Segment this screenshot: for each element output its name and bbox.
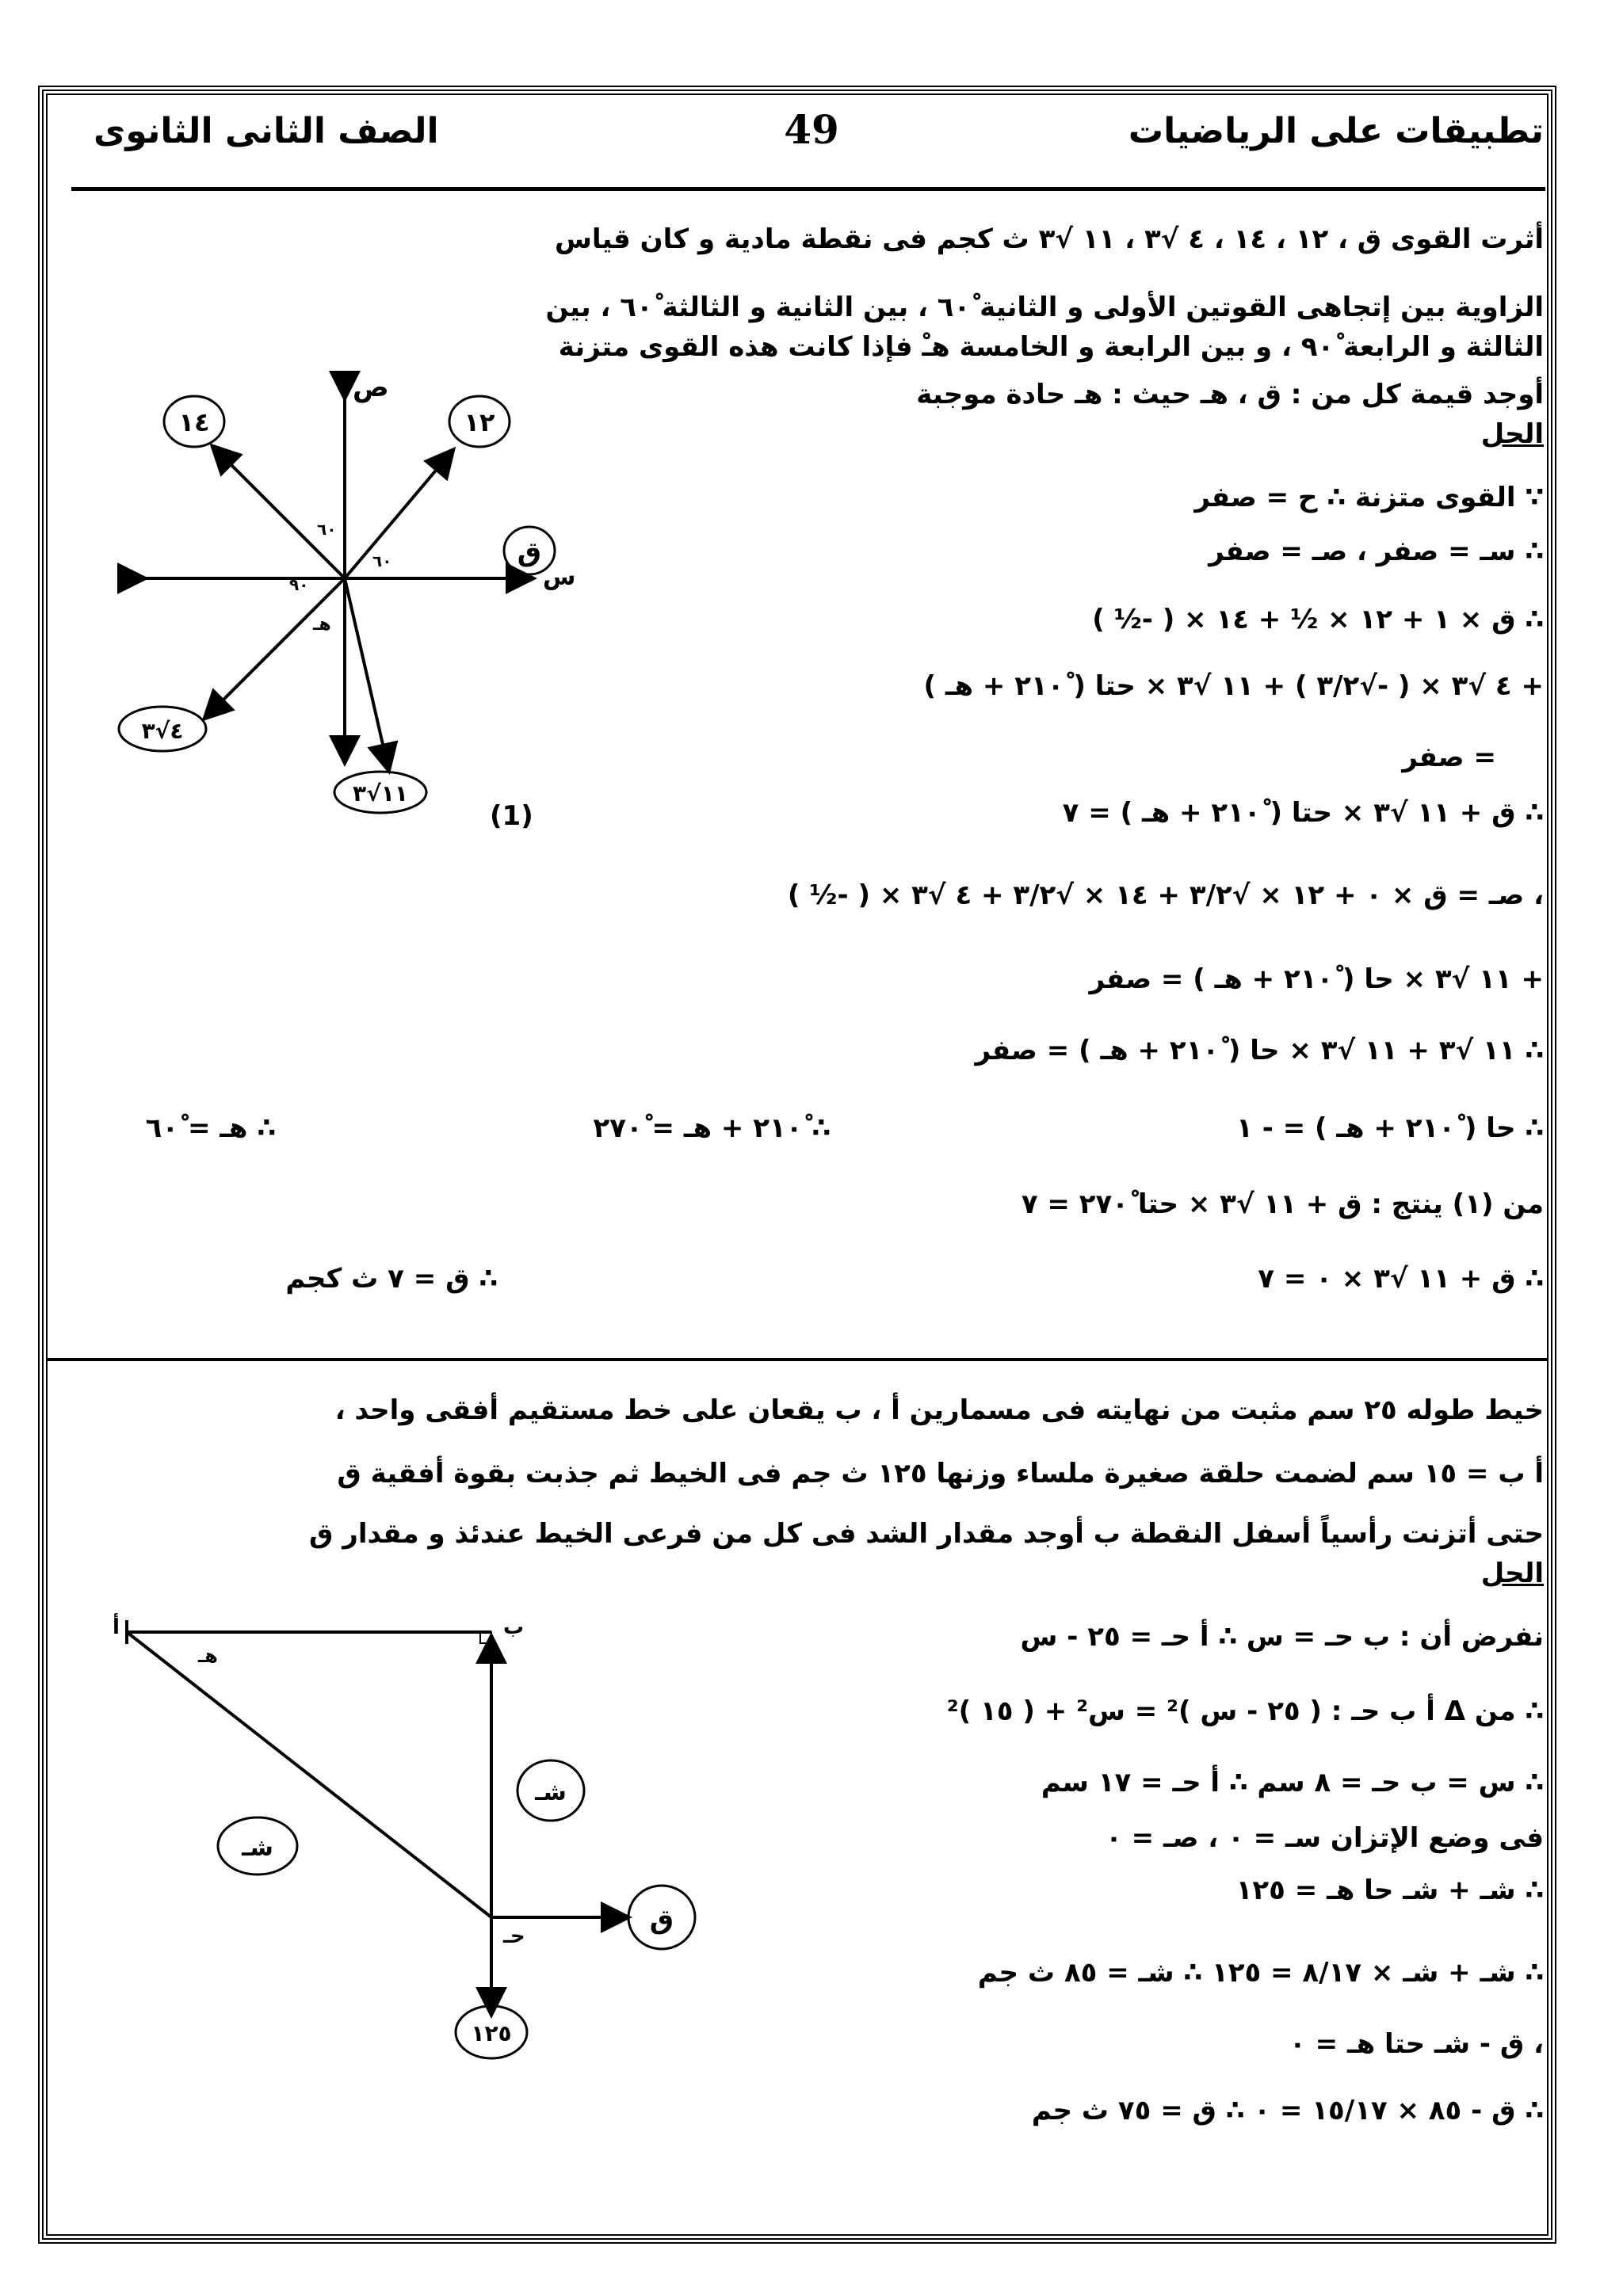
problem2-step: فى وضع الإتزان سـ = ٠ ، صـ = ٠ (1106, 1822, 1544, 1854)
label-a: أ (113, 1615, 120, 1639)
header-rule (71, 187, 1545, 191)
problem2-step: ∴ من Δ أ ب حـ : ( ٢٥ - س )² = س² + ( ١٥ )² (946, 1695, 1544, 1727)
problem1-line-1: أثرت القوى ق ، ١٢ ، ١٤ ، ٤ √٣ ، ١١ √٣ ث كجم فى نقطة مادية و كان قياس (554, 223, 1544, 255)
problem1-step: ∴ ق + ١١ √٣ × ٠ = ٧ (1258, 1263, 1544, 1295)
section-divider (46, 1358, 1549, 1361)
label-11root3: ١١√٣ (353, 780, 408, 807)
label-4root3: ٤√٣ (141, 718, 184, 744)
problem2-solution-label: الحل (1480, 1558, 1544, 1589)
problem2-string-diagram (103, 1616, 737, 2060)
problem2-line-1: خيط طوله ٢٥ سم مثبت من نهايته فى مسمارين أ ، ب يقعان على خط مستقيم أفقى واحد ، (334, 1394, 1544, 1426)
force-4root3-arrow (206, 578, 345, 717)
problem1-force-diagram (119, 372, 576, 816)
force-12-arrow (345, 452, 452, 578)
label-angle: هـ (198, 1645, 218, 1667)
label-weight: ١٢٥ (471, 2020, 512, 2046)
header-subject: تطبيقات على الرياضيات (1128, 111, 1544, 151)
label-b: ب (503, 1615, 525, 1639)
problem2-line-3: حتى أتزنت رأسياً أسفل النقطة ب أوجد مقدار الشد فى كل من فرعى الخيط عندئذ و مقدار ق (309, 1518, 1544, 1550)
problem1-step: ∵ القوى متزنة ∴ ح = صفر (1194, 482, 1544, 513)
problem2-step: ، ق - شـ حتا هـ = ٠ (1289, 2028, 1544, 2060)
problem1-solution-label: الحل (1480, 418, 1544, 450)
problem2-step: نفرض أن : ب حـ = س ∴ أ حـ = ٢٥ - س (1020, 1621, 1544, 1653)
label-t2: شـ (242, 1834, 273, 1862)
problem1-step: = صفر (1402, 742, 1496, 773)
problem1-step: ، صـ = ق × ٠ + ١٢ × √٣/٢ + ١٤ × √٣/٢ + ٤ √٣ × ( -½ ) (787, 879, 1544, 911)
problem1-step: ∴ ق + ١١ √٣ × حتا ( ٢١٠ْ + هـ ) = ٧ (1062, 797, 1544, 829)
header-page-number: 49 (784, 106, 839, 153)
problem2-step: ∴ شـ + شـ × ٨/١٧ = ١٢٥ ∴ شـ = ٨٥ ث جم (977, 1957, 1544, 1989)
problem1-step: ∴ ١١ √٣ + ١١ √٣ × حا ( ٢١٠ْ + هـ ) = صفر (975, 1035, 1544, 1066)
problem1-step: ∴ سـ = صفر ، صـ = صفر (1209, 536, 1544, 567)
force-11root3-arrow (345, 578, 388, 769)
problem1-step: ∴ هـ = ٦٠ْ (145, 1112, 276, 1144)
angle-label: ٦٠ (372, 551, 392, 570)
label-y: ص (353, 372, 389, 403)
angle-label: ٩٠ (289, 575, 309, 594)
problem1-step: من (١) ينتج : ق + ١١ √٣ × حتا ٢٧٠ْ = ٧ (1021, 1188, 1544, 1220)
problem1-step: ∴ حا ( ٢١٠ْ + هـ ) = - ١ (1236, 1112, 1544, 1144)
label-12: ١٢ (464, 407, 495, 437)
angle-label: ٦٠ (317, 520, 337, 539)
problem1-step: ∴ ق × ١ + ١٢ × ½ + ١٤ × ( -½ ) (1092, 604, 1544, 635)
right-angle-mark (480, 1632, 491, 1643)
problem1-step: ∴ ٢١٠ْ + هـ = ٢٧٠ْ (593, 1112, 831, 1144)
label-14: ١٤ (178, 407, 210, 437)
label-c: حـ (503, 1924, 525, 1948)
problem1-final-answer: ∴ ق = ٧ ث كجم (285, 1263, 498, 1295)
angle-label: هـ (313, 615, 331, 635)
problem1-step: + ٤ √٣ × ( -√٣/٢ ) + ١١ √٣ × حتا ( ٢١٠ْ + هـ ) (923, 670, 1544, 702)
problem2-step: ∴ شـ + شـ حا هـ = ١٢٥ (1235, 1875, 1544, 1906)
problem2-step: ∴ ق - ٨٥ × ١٥/١٧ = ٠ ∴ ق = ٧٥ ث جم (1031, 2095, 1544, 2126)
label-x: س (543, 563, 576, 591)
problem1-line-2: الزاوية بين إتجاهى القوتين الأولى و الثانية ٦٠ْ ، بين الثانية و الثالثة ٦٠ْ ، بين (545, 292, 1544, 323)
problem2-step: ∴ س = ب حـ = ٨ سم ∴ أ حـ = ١٧ سم (1041, 1767, 1544, 1798)
label-t1: شـ (535, 1779, 567, 1806)
label-q: ق (517, 536, 542, 568)
label-q2: ق (649, 1904, 674, 1936)
force-14-arrow (214, 448, 345, 578)
equation-tag: (1) (490, 800, 533, 832)
problem1-line-3: الثالثة و الرابعة ٩٠ْ ، و بين الرابعة و الخامسة هـْ فإذا كانت هذه القوى متزنة (558, 331, 1544, 363)
problem1-step: + ١١ √٣ × حا ( ٢١٠ْ + هـ ) = صفر (1089, 963, 1544, 995)
problem2-line-2: أ ب = ١٥ سم لضمت حلقة صغيرة ملساء وزنها ١٢٥ ث جم فى الخيط ثم جذبت بقوة أفقية ق (337, 1458, 1544, 1489)
string-ac (127, 1632, 491, 1917)
header-grade: الصف الثانى الثانوى (94, 111, 439, 151)
problem1-line-4: أوجد قيمة كل من : ق ، هـ حيث : هـ حادة موجبة (916, 379, 1544, 410)
